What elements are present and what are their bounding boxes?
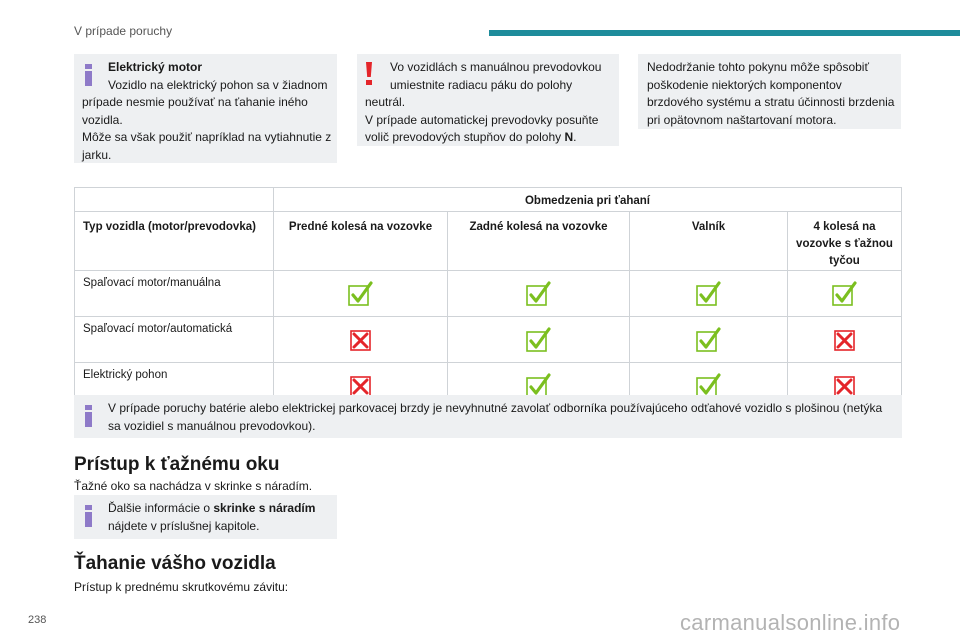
note-battery-failure	[74, 395, 902, 438]
paragraph: Prístup k prednému skrutkovému závitu:	[74, 580, 289, 594]
check-icon	[448, 317, 630, 363]
row-label: Spaľovací motor/automatická	[75, 317, 274, 363]
note-text: Ďalšie informácie o skrinke s náradím nájdete v príslušnej kapitole.	[108, 501, 316, 533]
table-empty-cell	[75, 188, 274, 212]
column-header: Predné kolesá na vozovke	[274, 212, 448, 271]
watermark: carmanualsonline.info	[680, 610, 901, 635]
column-header: Zadné kolesá na vozovke	[448, 212, 630, 271]
info-icon	[85, 505, 92, 527]
table-group-header: Obmedzenia pri ťahaní	[274, 188, 902, 212]
row-label: Elektrický pohon	[75, 363, 274, 409]
table-row	[75, 271, 902, 317]
note-non-compliance	[638, 54, 901, 129]
warning-line: umiestnite radiacu páku do polohy	[390, 77, 573, 92]
note-text: V prípade poruchy batérie alebo elektrickej parkovacej brzdy je nevyhnutné zavolať odborníka používajúceho odťahové vozidlo s plošinou (netýka sa vozidiel s manuálnou prevodovkou).	[108, 401, 883, 433]
note-text: Nedodržanie tohto pokynu môže spôsobiť poškodenie niektorých komponentov brzdového systému a stratu účinnosti brzdenia pri opätovnom naštartovaní motora.	[647, 60, 895, 127]
section-heading: Prístup k ťažnému oku	[74, 454, 280, 475]
note-title: Elektrický motor	[108, 60, 203, 74]
note-toolbox	[74, 495, 337, 539]
check-icon	[630, 317, 788, 363]
check-icon	[448, 271, 630, 317]
note-line: Môže sa však použiť napríklad na vytiahnutie z jarku.	[82, 130, 332, 162]
header-accent-bar	[489, 30, 960, 36]
towing-restrictions-table	[74, 187, 902, 409]
warning-line: V prípade automatickej prevodovky posuňte volič prevodových stupňov do polohy N.	[365, 112, 599, 144]
cross-icon	[788, 317, 902, 363]
paragraph: Ťažné oko sa nachádza v skrinke s náradím.	[74, 479, 313, 493]
page-number: 238	[28, 614, 47, 626]
check-icon	[274, 271, 448, 317]
section-heading: Ťahanie vášho vozidla	[74, 553, 276, 574]
column-header: 4 kolesá na vozovke s ťažnou tyčou	[788, 212, 902, 271]
note-line: Vozidlo na elektrický pohon sa v žiadnom	[108, 77, 328, 92]
note-line: prípade nesmie používať na ťahanie iného vozidla.	[82, 95, 308, 127]
warning-gearbox	[357, 54, 619, 146]
row-label: Spaľovací motor/manuálna	[75, 271, 274, 317]
column-header: Valník	[630, 212, 788, 271]
cross-icon	[274, 317, 448, 363]
info-icon	[85, 405, 92, 427]
note-electric-motor	[74, 54, 337, 163]
section-title: V prípade poruchy	[74, 24, 173, 38]
check-icon	[788, 271, 902, 317]
warning-line: Vo vozidlách s manuálnou prevodovkou	[390, 60, 602, 74]
table-row	[75, 317, 902, 363]
column-header-type: Typ vozidla (motor/prevodovka)	[75, 212, 274, 271]
warning-line: neutrál.	[365, 95, 406, 109]
check-icon	[630, 271, 788, 317]
